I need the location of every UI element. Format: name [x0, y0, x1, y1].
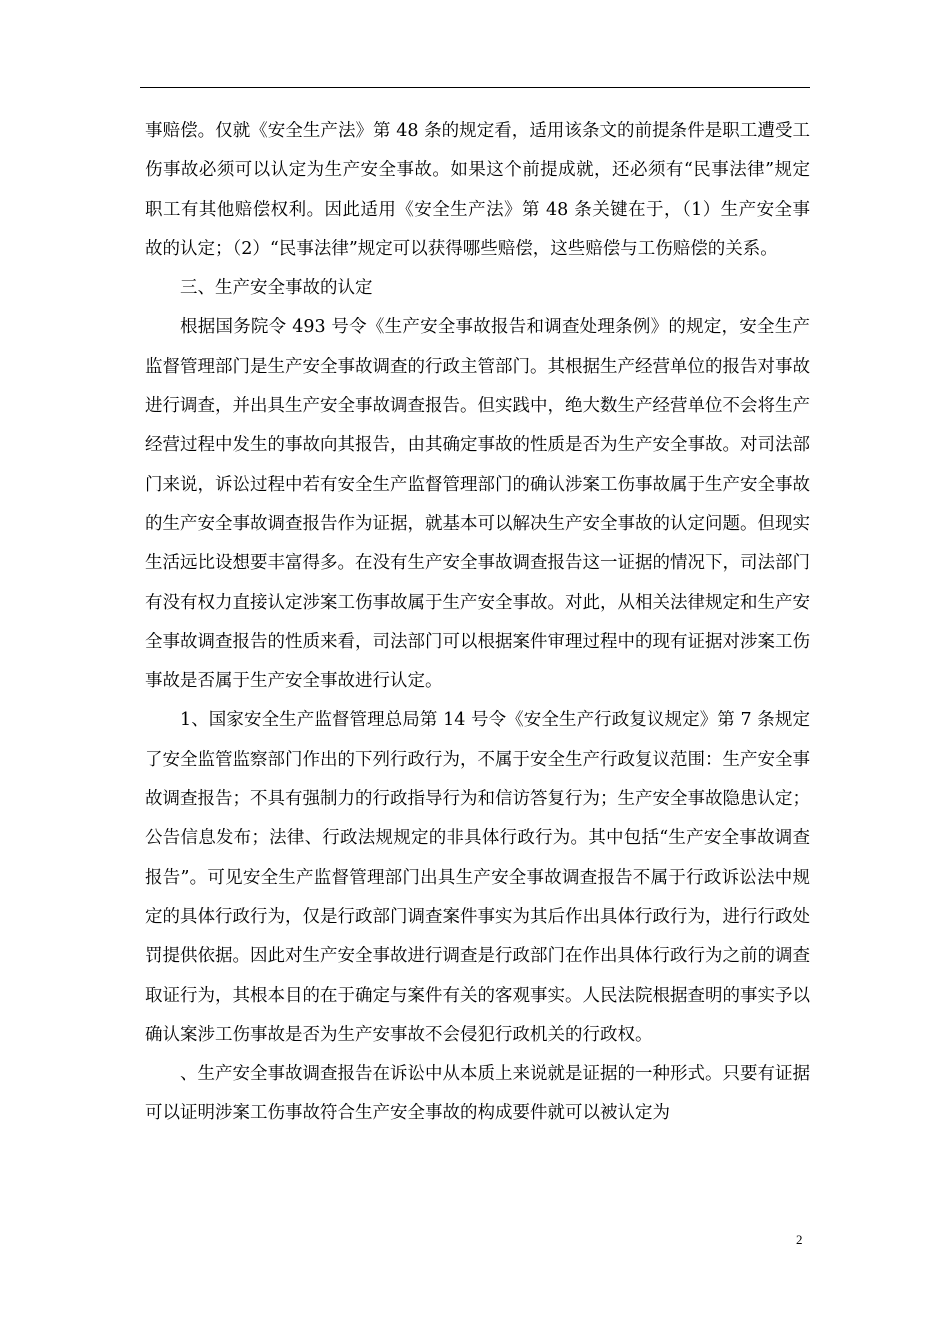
header-rule [140, 87, 810, 88]
document-body [145, 112, 810, 1134]
section-heading: 三、生产安全事故的认定 [180, 278, 373, 299]
paragraph: 根据国务院令 493 号令《生产安全事故报告和调查处理条例》的规定，安全生产监督管理部门是生产安全事故调查的行政主管部门。其根据生产经营单位的报告对事故进行调查，并出具生产安全事故调查报告。但实践中，绝大数生产经营单位不会将生产经营过程中发生的事故向其报告，由其确定事故的性质是否为生产安全事故。对司法部门来说，诉讼过程中若有安全生产监督管理部门的确认涉案工伤事故属于生产安全事故的生产安全事故调查报告作为证据，就基本可以解决生产安全事故的认定问题。但现实生活远比设想要丰富得多。在没有生产安全事故调查报告这一证据的情况下，司法部门有没有权力直接认定涉案工伤事故属于生产安全事故。对此，从相关法律规定和生产安全事故调查报告的性质来看，司法部门可以根据案件审理过程中的现有证据对涉案工伤事故是否属于生产安全事故进行认定。 [145, 317, 810, 692]
page-number: 2 [796, 1232, 803, 1247]
paragraph-continuation: 事赔偿。仅就《安全生产法》第 48 条的规定看，适用该条文的前提条件是职工遭受工伤事故必须可以认定为生产安全事故。如果这个前提成就，还必须有“民事法律”规定职工有其他赔偿权利。因此适用《安全生产法》第 48 条关键在于，（1）生产安全事故的认定；（2）“民事法律”规定可以获得哪些赔偿，这些赔偿与工伤赔偿的关系。 [145, 121, 810, 259]
paragraph: 1、国家安全生产监督管理总局第 14 号令《安全生产行政复议规定》第 7 条规定了安全监管监察部门作出的下列行政行为，不属于安全生产行政复议范围：生产安全事故调查报告；不具有强制力的行政指导行为和信访答复行为；生产安全事故隐患认定；公告信息发布；法律、行政法规规定的非具体行政行为。其中包括“生产安全事故调查报告”。可见安全生产监督管理部门出具生产安全事故调查报告不属于行政诉讼法中规定的具体行政行为，仅是行政部门调查案件事实为其后作出具体行政行为，进行行政处罚提供依据。因此对生产安全事故进行调查是行政部门在作出具体行政行为之前的调查取证行为，其根本目的在于确定与案件有关的客观事实。人民法院根据查明的事实予以确认案涉工伤事故是否为生产安事故不会侵犯行政机关的行政权。 [145, 710, 810, 1045]
paragraph: 、生产安全事故调查报告在诉讼中从本质上来说就是证据的一种形式。只要有证据可以证明涉案工伤事故符合生产安全事故的构成要件就可以被认定为 [145, 1064, 810, 1124]
